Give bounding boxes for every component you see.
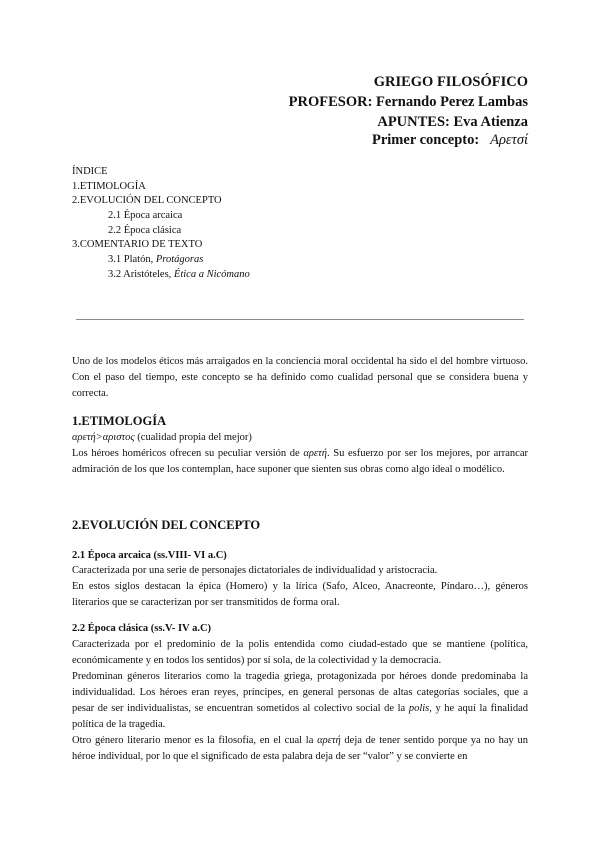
index-item-aristoteles-work: Ética a Nicómano <box>173 269 250 280</box>
clasica-paragraph-2 <box>72 669 528 733</box>
clasica-p3-start: Otro género literario menor es la filosofía, en el cual la <box>72 735 318 746</box>
index-item-etimologia: 1.ETIMOLOGÍA <box>72 181 146 192</box>
notes-author-line: APUNTES: Eva Atienza <box>377 114 528 130</box>
index-item-platon-work: Protágoras <box>155 254 204 265</box>
clasica-p2-end: y he aquí la finalidad política de la tragedia. <box>72 703 528 730</box>
clasica-p3-end: deja de tener sentido porque ya no hay un héroe individual, por lo que el significado de esta palabra deja de ser “valor” y se convierte en <box>72 735 528 762</box>
section-heading-evolucion: 2.EVOLUCIÓN DEL CONCEPTO <box>72 518 261 532</box>
intro-paragraph: Uno de los modelos éticos más arraigados en la conciencia moral occidental ha sido el del hombre virtuoso. Con el paso del tiempo, este concepto se ha definido como cualidad personal que se considera buena y correcta. <box>72 356 528 399</box>
concept-word: Αρετσί <box>490 132 528 148</box>
polis-word: polis, <box>408 703 432 714</box>
index-item-epoca-clasica: 2.2 Época clásica <box>108 225 182 236</box>
index-item-aristoteles-label: 3.2 Aristóteles, <box>108 269 172 280</box>
etymology-paragraph <box>72 446 528 478</box>
separator-line <box>76 319 524 320</box>
concept-line <box>372 130 528 150</box>
etymology-gloss: (cualidad propia del mejor) <box>134 432 252 443</box>
arete-greek-word: αρετή <box>303 448 327 459</box>
etymology-line <box>72 430 252 446</box>
clasica-paragraph-3 <box>72 733 528 765</box>
etymology-text-start: Los héroes homéricos ofrecen su peculiar versión de <box>72 448 304 459</box>
arcaica-line-1: Caracterizada por una serie de personajes dictatoriales de individualidad y aristocracia. <box>72 565 438 576</box>
section-heading-etimologia: 1.ETIMOLOGÍA <box>72 414 167 428</box>
etymology-greek: αρετή>αριστος <box>72 432 135 443</box>
index-item-platon <box>108 253 203 267</box>
concept-label: Primer concepto: <box>371 132 480 148</box>
index-item-evolucion: 2.EVOLUCIÓN DEL CONCEPTO <box>72 195 222 206</box>
etymology-text-end: . Su esfuerzo por ser los mejores, por arrancar admiración de los que los contemplan, hace suponer que sienten sus obras como algo ideal o modélico. <box>72 448 528 475</box>
arcaica-paragraph: En estos siglos destacan la épica (Homero) y la lírica (Safo, Alceo, Anacreonte, Píndaro…), géneros literarios que se caracterizan por ser transmitidos de forma oral. <box>72 581 528 608</box>
subsection-heading-clasica: 2.2 Época clásica (ss.V- IV a.C) <box>72 623 212 634</box>
index-item-aristoteles <box>108 268 250 282</box>
index-item-comentario: 3.COMENTARIO DE TEXTO <box>72 239 203 250</box>
index-title: ÍNDICE <box>72 166 108 177</box>
index-item-platon-label: 3.1 Platón, <box>108 254 154 265</box>
subsection-heading-arcaica: 2.1 Época arcaica (ss.VIII- VI a.C) <box>72 550 227 561</box>
arete-greek-word-2: αρετή <box>317 735 341 746</box>
document-title: GRIEGO FILOSÓFICO <box>373 74 528 90</box>
clasica-paragraph-1: Caracterizada por el predominio de la polis entendida como ciudad-estado que se mantiene (política, económicamente y en todos los sentidos) por sí sola, de la colectividad y la democracia. <box>72 639 528 666</box>
clasica-p2-start: Predominan géneros literarios como la tragedia griega, protagonizada por héroes donde predominaba la individualidad. Los héroes eran reyes, príncipes, en general personas de altas categorías sociales, que a pesar de ser individualistas, se encuentran sometidos al colectivo social de la <box>72 671 528 714</box>
professor-line: PROFESOR: Fernando Perez Lambas <box>288 94 528 110</box>
index-item-epoca-arcaica: 2.1 Época arcaica <box>108 210 183 221</box>
